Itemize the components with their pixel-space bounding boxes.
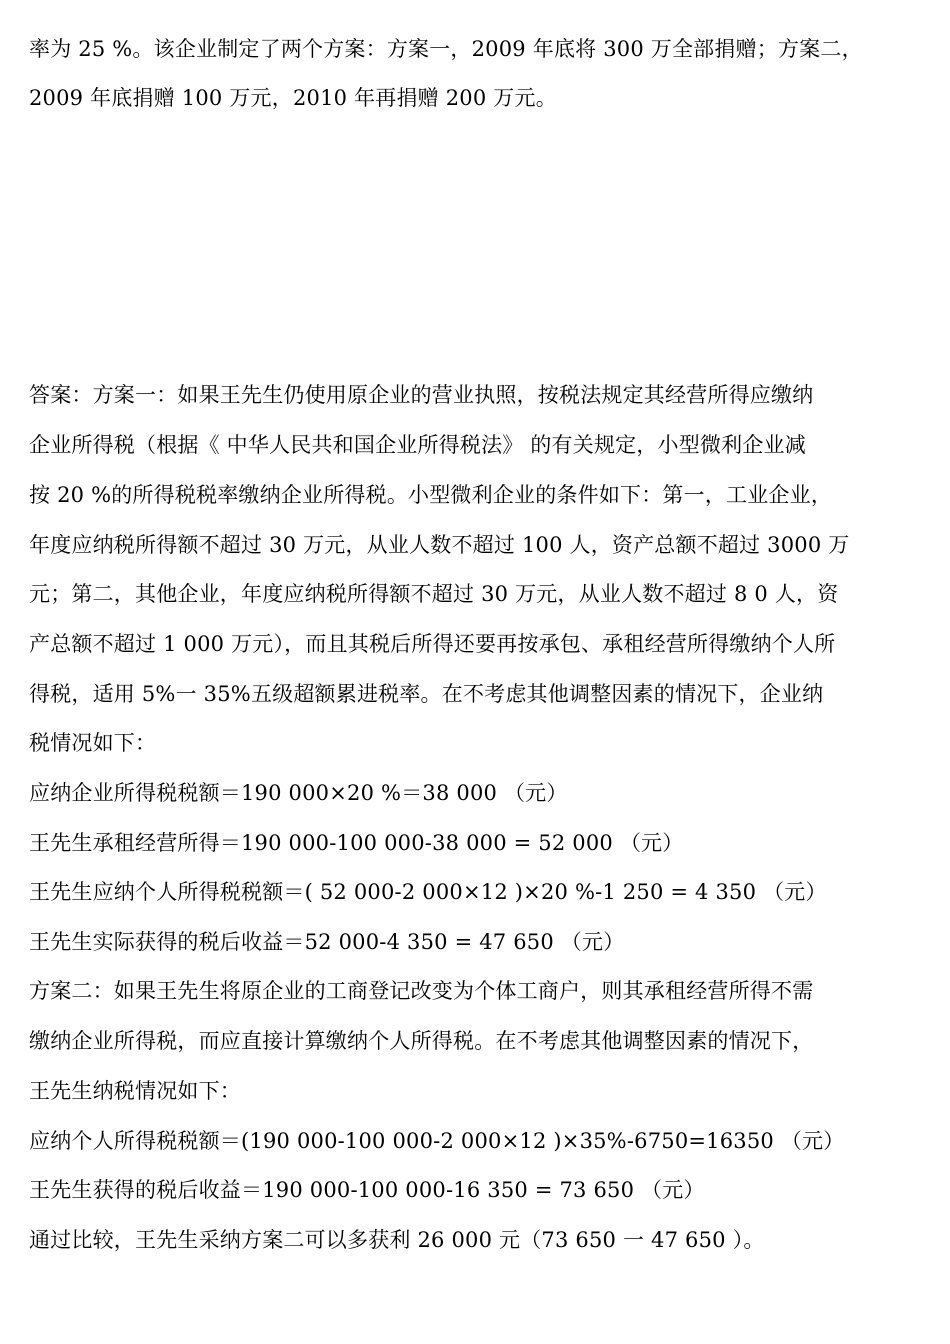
intro-line-1: 率为 25 %。该企业制定了两个方案：方案一，2009 年底将 300 万全部捐赠；方案二， bbox=[29, 37, 863, 61]
formula-line-1: 应纳企业所得税税额＝190 000×20 %＝38 000 （元） bbox=[29, 781, 568, 805]
answer-line-6: 产总额不超过 1 000 万元），而且其税后所得还要再按承包、承租经营所得缴纳个人所 bbox=[29, 632, 836, 656]
formula-line-2: 王先生承租经营所得＝190 000-100 000-38 000 = 52 000 （元） bbox=[29, 831, 684, 855]
answer-line-7: 得税，适用 5%一 35%五级超额累进税率。在不考虑其他调整因素的情况下，企业纳 bbox=[29, 682, 824, 706]
plan-two-line-3: 王先生纳税情况如下： bbox=[29, 1079, 241, 1103]
answer-line-3: 按 20 %的所得税税率缴纳企业所得税。小型微利企业的条件如下：第一，工业企业， bbox=[29, 483, 833, 507]
formula-line-4: 王先生实际获得的税后收益＝52 000-4 350 = 47 650 （元） bbox=[29, 930, 625, 954]
formula-line-6: 王先生获得的税后收益＝190 000-100 000-16 350 = 73 650 （元） bbox=[29, 1178, 705, 1202]
intro-line-2: 2009 年底捐赠 100 万元，2010 年再捐赠 200 万元。 bbox=[29, 86, 557, 110]
answer-line-2: 企业所得税（根据《 中华人民共和国企业所得税法》 的有关规定，小型微利企业减 bbox=[29, 433, 806, 457]
answer-line-1: 答案：方案一：如果王先生仍使用原企业的营业执照，按税法规定其经营所得应缴纳 bbox=[29, 383, 814, 407]
plan-two-line-2: 缴纳企业所得税，而应直接计算缴纳个人所得税。在不考虑其他调整因素的情况下， bbox=[29, 1029, 814, 1053]
formula-line-3: 王先生应纳个人所得税税额＝( 52 000-2 000×12 )×20 %-1 250 = 4 350 （元） bbox=[29, 880, 827, 904]
answer-line-5: 元；第二，其他企业，年度应纳税所得额不超过 30 万元，从业人数不超过 8 0 人，资 bbox=[29, 582, 839, 606]
plan-two-line-1: 方案二：如果王先生将原企业的工商登记改变为个体工商户，则其承租经营所得不需 bbox=[29, 979, 814, 1003]
answer-line-4: 年度应纳税所得额不超过 30 万元，从业人数不超过 100 人，资产总额不超过 3000 万 bbox=[29, 533, 850, 557]
answer-line-8: 税情况如下： bbox=[29, 731, 157, 755]
formula-line-5: 应纳个人所得税税额＝(190 000-100 000-2 000×12 )×35%-6750=16350 （元） bbox=[29, 1129, 845, 1153]
conclusion-line: 通过比较，王先生采纳方案二可以多获利 26 000 元（73 650 一 47 650 ）。 bbox=[29, 1228, 765, 1252]
